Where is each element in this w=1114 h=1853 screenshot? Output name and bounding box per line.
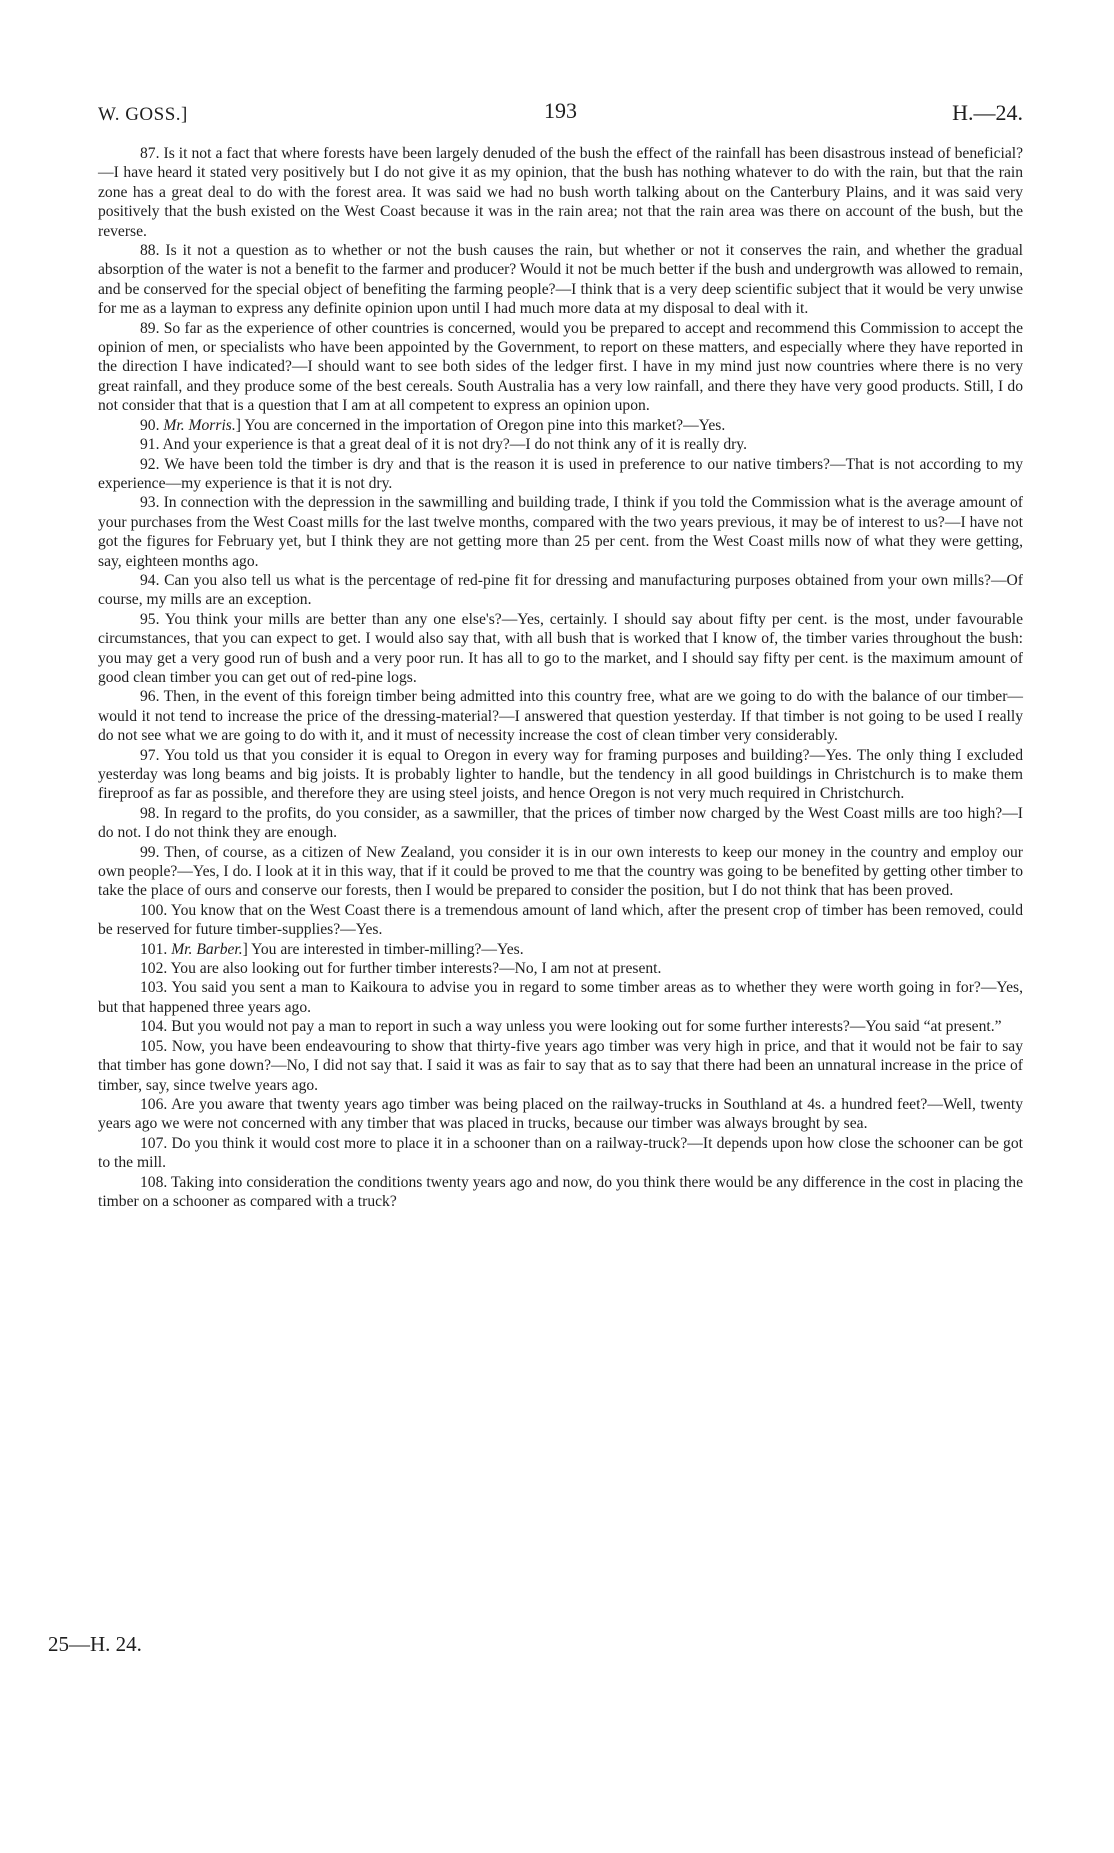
speaker-name: Mr. Barber. [171,940,243,958]
paragraph-93: 93. In connection with the depression in the sawmilling and building trade, I think if you told the Commission what is the average amount of your purchases from the West Coast mills for the last twelve months, compared with the two years previous, it may be of interest to us?—I have not got the figures for February yet, but I think they are not getting more than 25 per cent. from the West Coast mills now of what they were getting, say, eighteen months ago. [98,494,1023,570]
page-footer-signature: 25—H. 24. [48,1632,142,1656]
paragraph-107: 107. Do you think it would cost more to place it in a schooner than on a railway-truck?—It depends upon how close the schooner can be got to the mill. [98,1134,1023,1172]
paragraph-98: 98. In regard to the profits, do you consider, as a sawmiller, that the prices of timber now charged by the West Coast mills are too high?—I do not. I do not think they are enough. [98,804,1023,842]
page-header [98,90,1023,130]
paragraph-102: 102. You are also looking out for further timber interests?—No, I am not at present. [140,960,662,978]
paragraph-95: 95. You think your mills are better than any one else's?—Yes, certainly. I should say about fifty per cent. is the most, under favourable circumstances, that you can expect to get. I would also say that, with all bush that is worked that I know of, the timber varies throughout the bush: you may get a very good run of bush and a very poor run. It has all to go to the market, and I should say fifty per cent. is the maximum amount of good clean timber you can get out of red-pine logs. [98,610,1023,686]
paragraph-89: 89. So far as the experience of other countries is concerned, would you be prepared to accept and recommend this Commission to accept the opinion of men, or specialists who have been appointed by the Government, to report on these matters, and especially where they have reported in the direction I have indicated?—I should want to see both sides of the ledger first. I have in my mind just now countries where there is no very great rainfall, and they produce some of the best cereals. South Australia has a very low rainfall, and there they have very good products. Still, I do not consider that that is a question that I am at all competent to express an opinion upon. [98,319,1023,415]
paragraph-100: 100. You know that on the West Coast there is a tremendous amount of land which, after the present crop of timber has been removed, could be reserved for future timber-supplies?—Yes. [98,901,1023,939]
paragraph-104: 104. But you would not pay a man to report in such a way unless you were looking out for some further interests?—You said “at present.” [140,1018,1002,1036]
document-page [98,90,1023,1211]
paragraph-105: 105. Now, you have been endeavouring to show that thirty-five years ago timber was very high in price, and that it would not be fair to say that timber has gone down?—No, I did not say that. I said it was as fair to say that as to say that there had been an unnatural increase in the price of timber, say, since twelve years ago. [98,1037,1023,1094]
paragraph-87: 87. Is it not a fact that where forests have been largely denuded of the bush the effect of the rainfall has been disastrous instead of beneficial?—I have heard it stated very positively but I do not give it as my opinion, that the bush has nothing whatever to do with the rain, but that the rain zone has a great deal to do with the forest area. It was said we had no bush worth talking about on the Canterbury Plains, and it was said very positively that the bush existed on the West Coast because it was in the rain area; not that the rain area was there on account of the bush, but the reverse. [98,145,1023,240]
testimony-text [98,144,1023,1211]
witness-name: W. GOSS.] [98,104,188,125]
paragraph-97: 97. You told us that you consider it is equal to Oregon in every way for framing purposes and building?—Yes. The only thing I excluded yesterday was long beams and big joists. It is probably lighter to handle, but the tendency in all good buildings in Christchurch is to make them fireproof as far as possible, and therefore they are using steel joists, and hence Oregon is not very much required in Christchurch. [98,746,1023,803]
document-code: H.—24. [952,100,1023,125]
paragraph-96: 96. Then, in the event of this foreign timber being admitted into this country free, what are we going to do with the balance of our timber—would it not tend to increase the price of the dressing-material?—I answered that question yesterday. If that timber is not going to be used I really do not see what we are going to do with it, and it must of necessity increase the cost of clean timber very considerably. [98,688,1023,745]
paragraph-94: 94. Can you also tell us what is the percentage of red-pine fit for dressing and manufacturing purposes obtained from your own mills?—Of course, my mills are an exception. [98,571,1023,609]
paragraph-90: 90. Mr. Morris.] You are concerned in the importation of Oregon pine into this market?—Yes. [140,416,726,434]
paragraph-106: 106. Are you aware that twenty years ago timber was being placed on the railway-trucks in Southland at 4s. a hundred feet?—Well, twenty years ago we were not concerned with any timber that was placed in trucks, because our timber was always brought by sea. [98,1095,1023,1133]
paragraph-101: 101. Mr. Barber.] You are interested in timber-milling?—Yes. [140,940,524,958]
paragraph-99: 99. Then, of course, as a citizen of New Zealand, you consider it is in our own interests to keep our money in the country and employ our own people?—Yes, I do. I look at it in this way, that if it could be proved to me that the country was going to be benefited by getting other timber to take the place of ours and conserve our forests, then I would be prepared to consider the position, but I do not think that has been proved. [98,843,1023,900]
page-number: 193 [544,98,577,123]
paragraph-91: 91. And your experience is that a great deal of it is not dry?—I do not think any of it is really dry. [140,436,747,454]
paragraph-88: 88. Is it not a question as to whether or not the bush causes the rain, but whether or not it conserves the rain, and whether the gradual absorption of the water is not a benefit to the farmer and producer? Would it not be much better if the bush and undergrowth was allowed to remain, and be conserved for the special object of benefiting the farming people?—I think that is a very deep scientific subject that it would be very unwise for me as a layman to express any definite opinion upon until I had much more data at my disposal to deal with it. [98,242,1023,318]
paragraph-103: 103. You said you sent a man to Kaikoura to advise you in regard to some timber areas as to whether they were worth going in for?—Yes, but that happened three years ago. [98,979,1023,1016]
paragraph-92: 92. We have been told the timber is dry and that is the reason it is used in preference to our native timbers?—That is not according to my experience—my experience is that it is not dry. [98,455,1023,492]
speaker-name: Mr. Morris. [163,416,236,434]
paragraph-108: 108. Taking into consideration the conditions twenty years ago and now, do you think there would be any difference in the cost in placing the timber on a schooner as compared with a truck? [98,1173,1023,1210]
